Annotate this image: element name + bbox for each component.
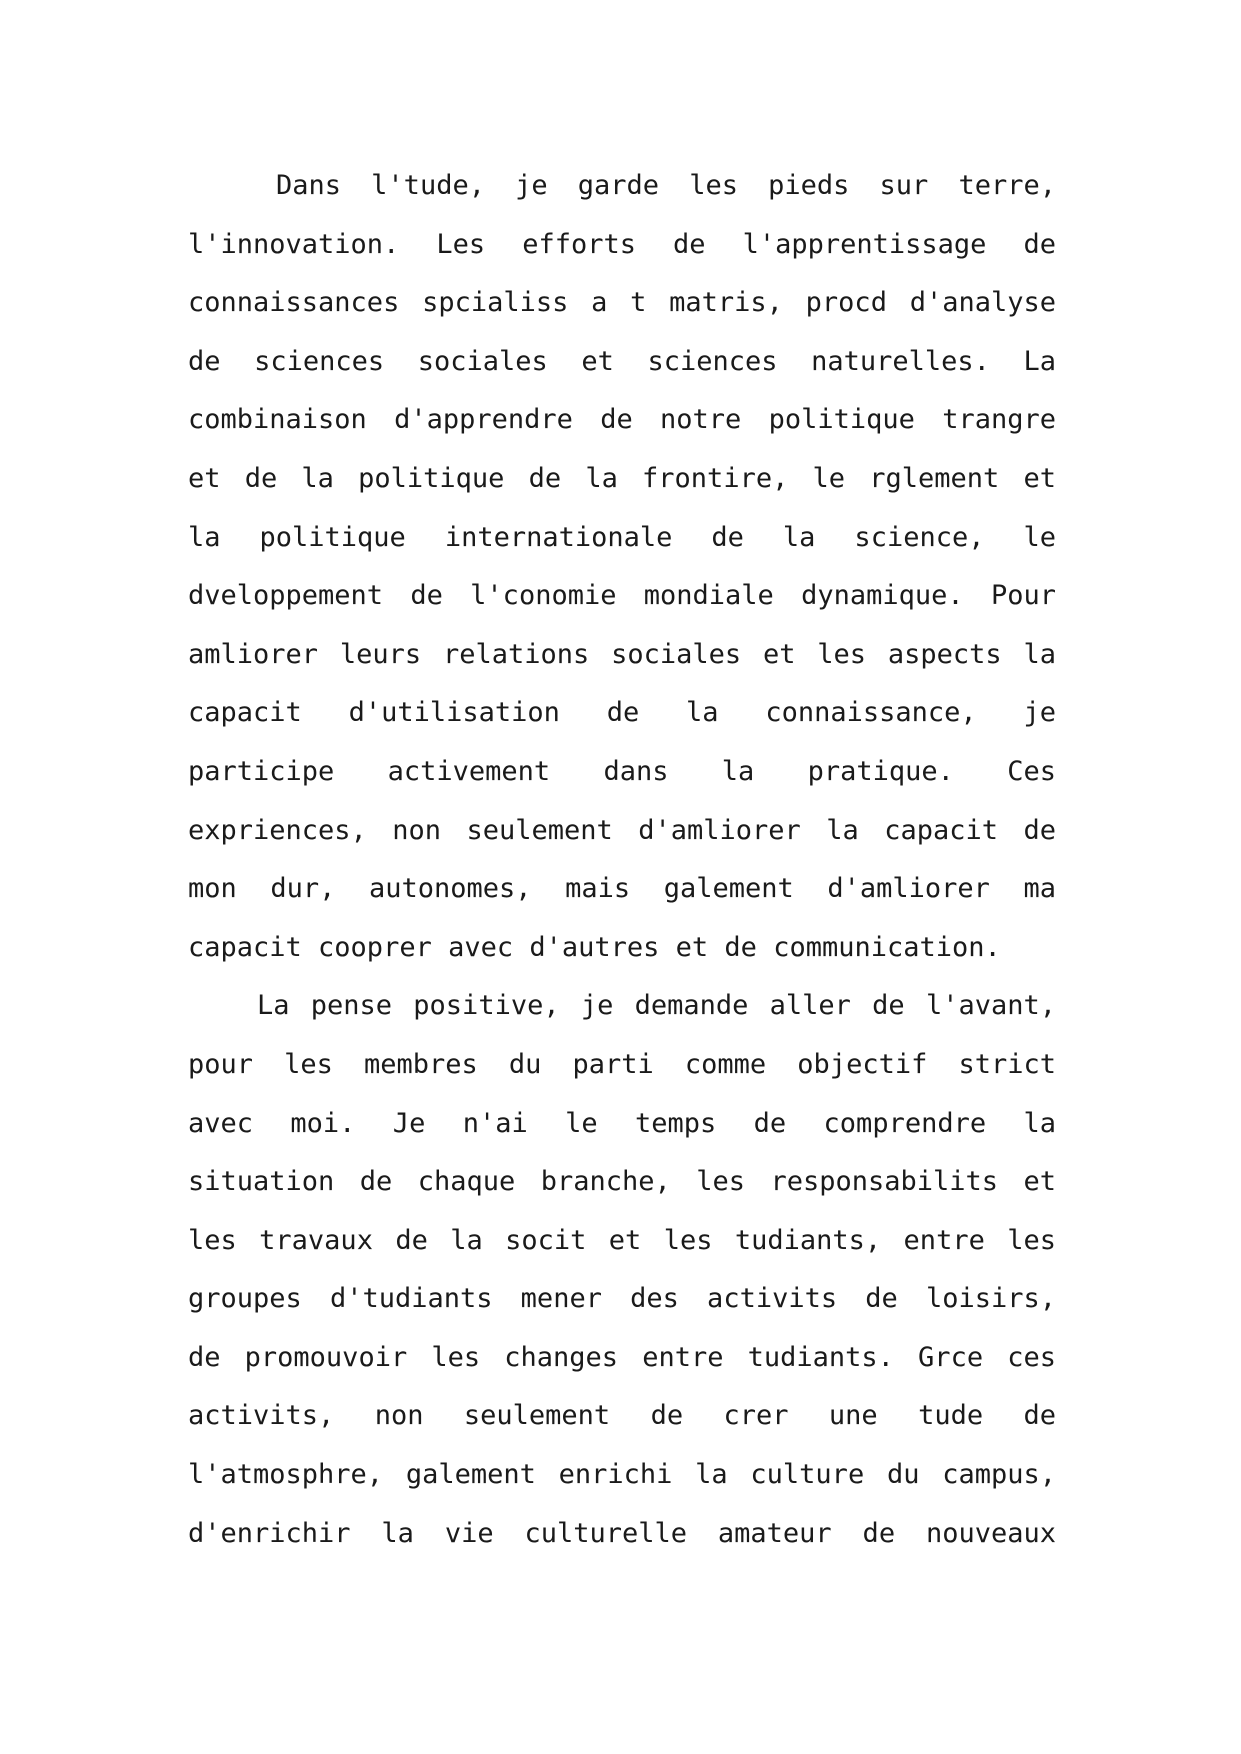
text-line: expriences, non seulement d'amliorer la capacit de — [188, 814, 1056, 846]
paragraph-1 — [188, 157, 1056, 977]
text-line: connaissances spcialiss a t matris, procd d'analyse — [188, 287, 1056, 319]
text-line: la politique internationale de la science, le — [188, 521, 1056, 553]
text-line: de sciences sociales et sciences naturelles. La — [188, 345, 1056, 377]
paragraph-2 — [188, 977, 1056, 1563]
text-line: avec moi. Je n'ai le temps de comprendre la — [188, 1107, 1056, 1139]
text-line: La pense positive, je demande aller de l'avant, — [257, 990, 1056, 1022]
text-line: l'atmosphre, galement enrichi la culture du campus, — [188, 1459, 1056, 1491]
text-line: mon dur, autonomes, mais galement d'amliorer ma — [188, 873, 1056, 905]
text-line: de promouvoir les changes entre tudiants. Grce ces — [188, 1341, 1056, 1373]
text-line: Dans l'tude, je garde les pieds sur terre, — [276, 170, 1056, 201]
text-line: situation de chaque branche, les responsabilits et — [188, 1166, 1056, 1198]
text-line: groupes d'tudiants mener des activits de loisirs, — [188, 1283, 1056, 1315]
text-line: capacit cooprer avec d'autres et de communication. — [188, 931, 1001, 963]
text-line: les travaux de la socit et les tudiants, entre les — [188, 1224, 1056, 1256]
text-line: l'innovation. Les efforts de l'apprentissage de — [188, 228, 1056, 260]
text-line: capacit d'utilisation de la connaissance, je — [188, 697, 1056, 729]
text-line: participe activement dans la pratique. Ces — [188, 755, 1056, 787]
text-line: amliorer leurs relations sociales et les aspects la — [188, 638, 1056, 670]
text-line: combinaison d'apprendre de notre politique trangre — [188, 404, 1056, 436]
text-line: pour les membres du parti comme objectif strict — [188, 1048, 1056, 1080]
text-line: et de la politique de la frontire, le rglement et — [188, 462, 1056, 494]
body-text — [188, 157, 1056, 1563]
text-line: dveloppement de l'conomie mondiale dynamique. Pour — [188, 580, 1056, 612]
text-line: activits, non seulement de crer une tude de — [188, 1400, 1056, 1432]
text-line: d'enrichir la vie culturelle amateur de nouveaux — [188, 1517, 1056, 1549]
